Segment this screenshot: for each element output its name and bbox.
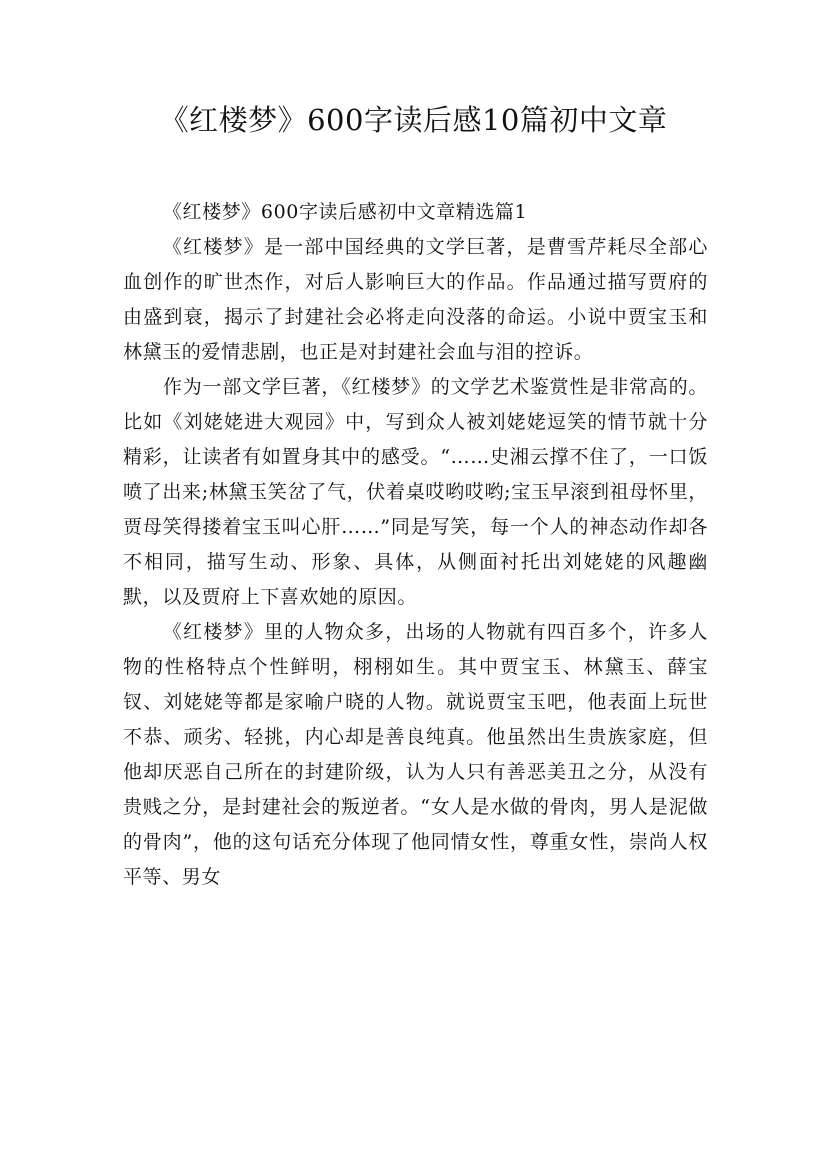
paragraph-2: 作为一部文学巨著，《红楼梦》的文学艺术鉴赏性是非常高的。比如《刘姥姥进大观园》中，写到众人被刘姥姥逗笑的情节就十分精彩，让读者有如置身其中的感受。“……史湘云撑不住了，一口饭喷了出来;林黛玉笑岔了气，伏着桌哎哟哎哟;宝玉早滚到祖母怀里，贾母笑得搂着宝玉叫心肝……”同是写笑，每一个人的神态动作却各不相同，描写生动、形象、具体，从侧面衬托出刘姥姥的风趣幽默，以及贾府上下喜欢她的原因。 bbox=[123, 376, 708, 608]
paragraph-1: 《红楼梦》是一部中国经典的文学巨著，是曹雪芹耗尽全部心血创作的旷世杰作，对后人影响巨大的作品。作品通过描写贾府的由盛到衰，揭示了封建社会必将走向没落的命运。小说中贾宝玉和林黛玉的爱情悲剧，也正是对封建社会血与泪的控诉。 bbox=[123, 236, 708, 363]
document-body bbox=[123, 195, 708, 895]
section-heading: 《红楼梦》600字读后感初中文章精选篇1 bbox=[162, 201, 528, 223]
paragraph-3: 《红楼梦》里的人物众多，出场的人物就有四百多个，许多人物的性格特点个性鲜明，栩栩如生。其中贾宝玉、林黛玉、薛宝钗、刘姥姥等都是家喻户晓的人物。就说贾宝玉吧，他表面上玩世不恭、顽劣、轻挑，内心却是善良纯真。他虽然出生贵族家庭，但他却厌恶自己所在的封建阶级，认为人只有善恶美丑之分，从没有贵贱之分，是封建社会的叛逆者。“女人是水做的骨肉，男人是泥做的骨肉”，他的这句话充分体现了他同情女性，尊重女性，崇尚人权平等、男女 bbox=[123, 621, 708, 888]
document-title: 《红楼梦》600字读后感10篇初中文章 bbox=[159, 103, 668, 137]
